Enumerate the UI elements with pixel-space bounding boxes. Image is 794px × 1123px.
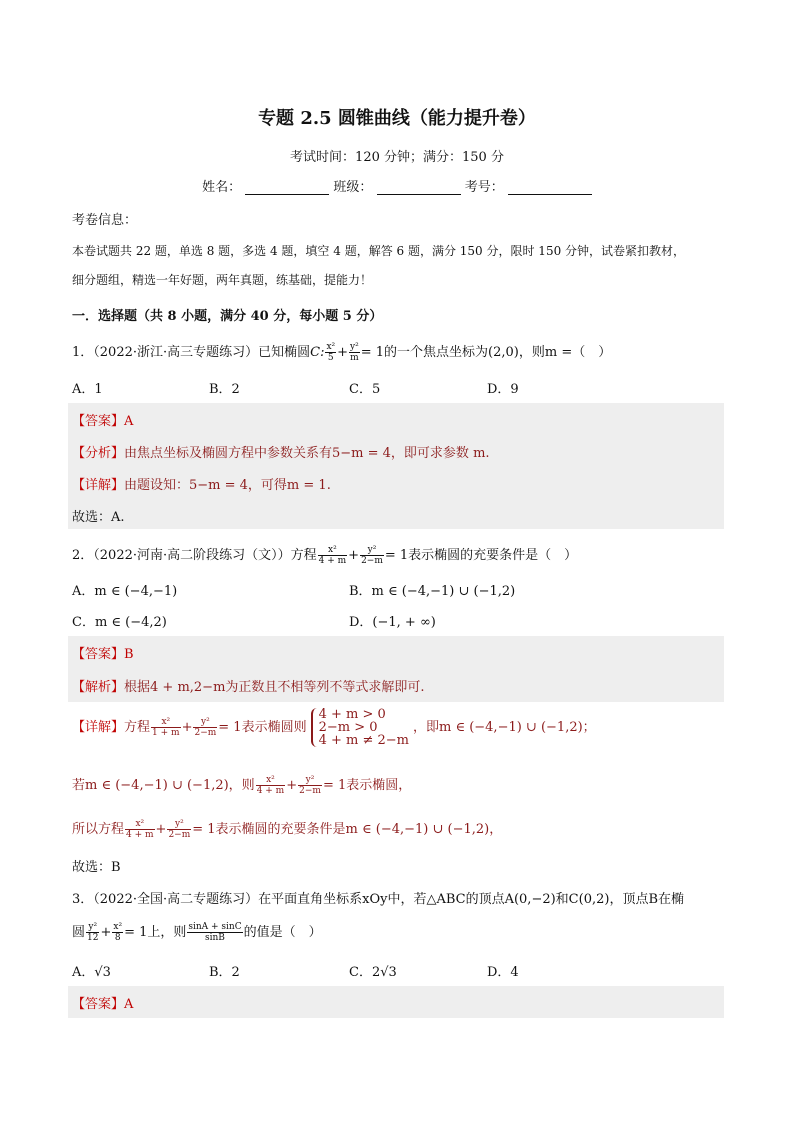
answer-value: A (124, 997, 134, 1012)
q1-option-b[interactable]: B．2 (209, 382, 240, 397)
inequality-system (311, 708, 409, 747)
q2-analysis (72, 676, 724, 695)
q2-detail-fraction-x: $\frac{\text{x²}}{1 + m}$ (152, 717, 180, 738)
line3-lead: 所以方程 (72, 822, 125, 837)
system-line-1: 4 + m > 0 (318, 707, 386, 722)
detail-mid: = 1表示椭圆则 (218, 720, 307, 735)
system-line-3: 4 + m ≠ 2−m (318, 733, 409, 748)
q1-option-a[interactable]: A．1 (72, 382, 103, 397)
detail-tail: ，即m ∈ (−4,−1) ∪ (−1,2)； (412, 720, 596, 735)
q3-mid: = 1上，则 (124, 925, 187, 940)
page-title: 专题 2.5 圆锥曲线（能力提升卷） (258, 108, 536, 129)
q2-eq-tail: = 1表示椭圆的充要条件是（ ） (384, 548, 578, 563)
answer-tag: 【答案】 (72, 647, 125, 662)
q2-line2-fraction-x: $\frac{\text{x²}}{4 + m}$ (256, 775, 285, 796)
detail-text: 由题设知：5−m = 4，可得m = 1. (124, 478, 331, 493)
info-heading: 考卷信息： (72, 213, 138, 228)
q2-line3-fraction-y: $\frac{\text{y²}}{2-m}$ (168, 819, 191, 840)
q2-option-d[interactable]: D．(−1, + ∞) (349, 615, 436, 630)
q1-fraction-x: $\frac{\text{x²}}{5}$ (326, 342, 336, 363)
line3-tail: = 1表示椭圆的充要条件是m ∈ (−4,−1) ∪ (−1,2)， (192, 822, 503, 837)
line2-plus: + (286, 778, 298, 793)
q1-choose: 故选：A. (72, 510, 125, 525)
q2-line2-fraction-y: $\frac{\text{y²}}{2-m}$ (299, 775, 321, 796)
q1-plus: + (337, 345, 349, 360)
q3-option-a[interactable]: A．√3 (72, 965, 111, 980)
q1-eq-tail: = 1的一个焦点坐标为(2,0)，则m =（ ） (360, 345, 612, 360)
q1-option-d[interactable]: D．9 (487, 382, 519, 397)
q3-fraction-x: $\frac{\text{x²}}{8}$ (113, 922, 123, 943)
class-label: 班级： (333, 180, 373, 195)
q2-choose: 故选：B (72, 860, 121, 875)
q2-option-a[interactable]: A．m ∈ (−4,−1) (72, 584, 178, 599)
name-field[interactable] (245, 181, 329, 195)
exam-time: 考试时间：120 分钟；满分：150 分 (290, 150, 504, 165)
q1-fraction-y: $\frac{\text{y²}}{m}$ (350, 342, 359, 363)
question-3-stem: 3．（2022·全国·高二专题练习）在平面直角坐标系xOy中，若△ABC的顶点A(0,−2)和C(0,2)，顶点B在椭 (72, 892, 684, 907)
q2-detail-fraction-y: $\frac{\text{y²}}{2-m}$ (194, 717, 217, 738)
q2-option-b[interactable]: B．m ∈ (−4,−1) ∪ (−1,2) (349, 584, 516, 599)
q3-fraction-sin: $\frac{\sin A + \sin C}{\sin B}$ (188, 922, 242, 943)
answer-value: A (124, 414, 134, 429)
detail-tag: 【详解】 (72, 720, 125, 735)
system-line-2: 2−m > 0 (318, 720, 378, 735)
id-field[interactable] (508, 181, 592, 195)
q2-line3-fraction-x: $\frac{\text{x²}}{4 + m}$ (126, 819, 154, 840)
analysis-text: 由焦点坐标及椭圆方程中参数关系有5−m = 4，即可求参数 m. (124, 446, 490, 461)
q1-lead: 1．（2022·浙江·高三专题练习）已知椭圆 (72, 345, 311, 360)
answer-value: B (124, 647, 134, 662)
line2-lead: 若m ∈ (−4,−1) ∪ (−1,2)，则 (72, 778, 255, 793)
question-2-stem (72, 544, 724, 566)
q3-fraction-y: $\frac{\text{y²}}{12}$ (87, 922, 99, 943)
q3-tail: 的值是（ ） (243, 925, 322, 940)
student-info-row (0, 176, 794, 195)
q3-option-c[interactable]: C．2√3 (349, 965, 397, 980)
q2-fraction-x: $\frac{\text{x²}}{4 + m}$ (318, 545, 347, 566)
answer-tag: 【答案】 (72, 997, 125, 1012)
q2-option-c[interactable]: C．m ∈ (−4,2) (72, 615, 167, 630)
q3-line2-lead: 圆 (72, 925, 86, 940)
info-line-1: 本卷试题共 22 题，单选 8 题，多选 4 题，填空 4 题，解答 6 题，满分 150 分，限时 150 分钟，试卷紧扣教材， (72, 244, 686, 258)
line3-plus: + (155, 822, 167, 837)
answer-tag: 【答案】 (72, 414, 125, 429)
q1-answer (72, 410, 724, 429)
detail-lead: 方程 (124, 720, 151, 735)
detail-tag: 【详解】 (72, 478, 125, 493)
info-line-2: 细分题组，精选一年好题，两年真题，练基础，提能力！ (72, 273, 373, 287)
q3-answer (72, 993, 724, 1012)
q2-answer (72, 643, 724, 662)
name-label: 姓名： (202, 180, 242, 195)
line2-tail: = 1表示椭圆， (322, 778, 412, 793)
question-1-stem (72, 341, 724, 363)
q2-lead: 2．（2022·河南·高二阶段练习（文））方程 (72, 548, 317, 563)
question-3-stem-line-2 (72, 921, 724, 943)
q1-detail (72, 474, 724, 493)
q2-detail-line-2 (72, 774, 724, 796)
q1-analysis (72, 442, 724, 461)
q1-option-c[interactable]: C．5 (349, 382, 381, 397)
q3-option-d[interactable]: D．4 (487, 965, 519, 980)
q2-detail-line-3 (72, 818, 724, 840)
analysis-text: 根据4 + m,2−m为正数且不相等列不等式求解即可. (124, 680, 425, 695)
analysis-tag: 【分析】 (72, 446, 125, 461)
id-label: 考号： (464, 180, 504, 195)
q1-eq-prefix: C: (310, 345, 325, 360)
q2-fraction-y: $\frac{\text{y²}}{2-m}$ (361, 545, 383, 566)
q2-detail (72, 708, 724, 747)
detail-plus: + (181, 720, 193, 735)
q3-plus: + (100, 925, 112, 940)
analysis-tag: 【解析】 (72, 680, 125, 695)
q3-option-b[interactable]: B．2 (209, 965, 240, 980)
class-field[interactable] (377, 181, 461, 195)
q2-plus: + (348, 548, 360, 563)
section-heading: 一．选择题（共 8 小题，满分 40 分，每小题 5 分） (72, 309, 383, 324)
